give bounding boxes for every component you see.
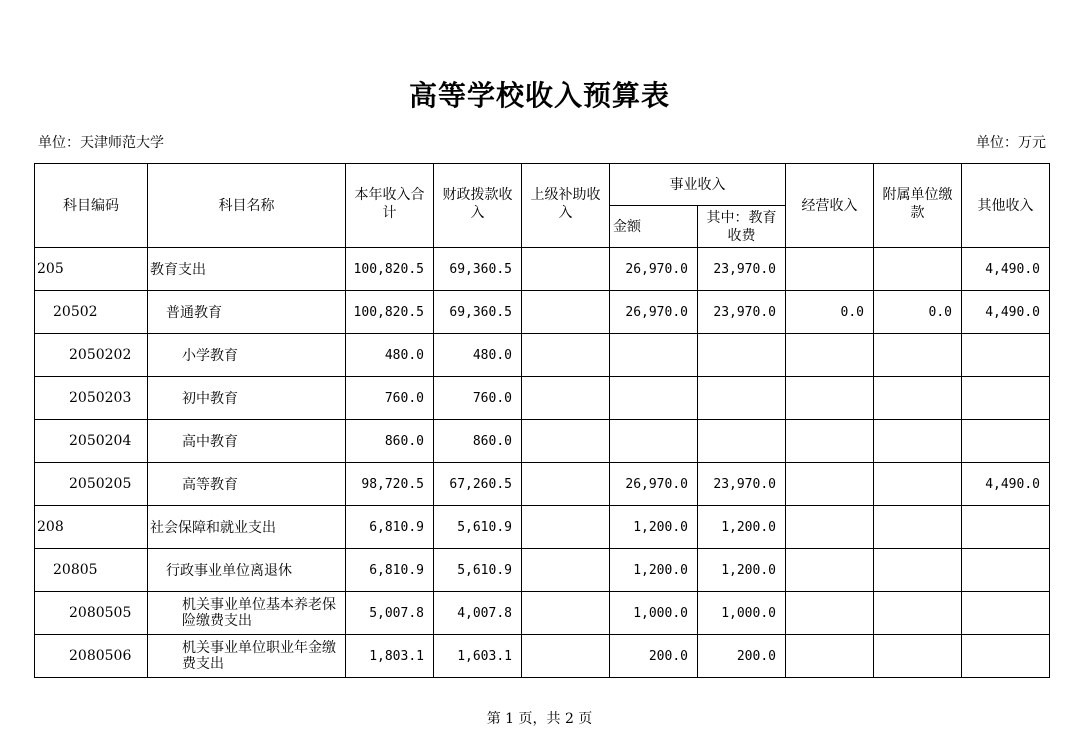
cell-operating: 0.0 bbox=[786, 291, 874, 334]
cell-superior bbox=[522, 635, 610, 678]
header-fiscal-text: 财政拨款收入 bbox=[442, 187, 513, 221]
cell-total: 860.0 bbox=[346, 420, 434, 463]
cell-total: 6,810.9 bbox=[346, 506, 434, 549]
cell-superior bbox=[522, 334, 610, 377]
cell-other bbox=[962, 592, 1050, 635]
cell-name: 高中教育 bbox=[148, 420, 346, 463]
cell-superior bbox=[522, 420, 610, 463]
cell-total: 1,803.1 bbox=[346, 635, 434, 678]
cell-amount bbox=[610, 334, 698, 377]
cell-edu-fee: 200.0 bbox=[698, 635, 786, 678]
cell-superior bbox=[522, 506, 610, 549]
table-row bbox=[35, 549, 1050, 592]
cell-name: 行政事业单位离退休 bbox=[148, 549, 346, 592]
cell-name: 教育支出 bbox=[148, 248, 346, 291]
cell-other bbox=[962, 377, 1050, 420]
cell-fiscal: 5,610.9 bbox=[434, 506, 522, 549]
header-operating: 经营收入 bbox=[786, 164, 874, 248]
page-footer: 第 1 页，共 2 页 bbox=[486, 711, 593, 727]
cell-name: 机关事业单位职业年金缴费支出 bbox=[148, 635, 346, 678]
cell-amount bbox=[610, 420, 698, 463]
cell-fiscal: 860.0 bbox=[434, 420, 522, 463]
table-row bbox=[35, 291, 1050, 334]
page-title: 高等学校收入预算表 bbox=[408, 79, 670, 112]
cell-amount: 1,200.0 bbox=[610, 506, 698, 549]
cell-total: 480.0 bbox=[346, 334, 434, 377]
cell-operating bbox=[786, 463, 874, 506]
header-name: 科目名称 bbox=[148, 164, 346, 248]
cell-name: 小学教育 bbox=[148, 334, 346, 377]
cell-superior bbox=[522, 592, 610, 635]
table-row bbox=[35, 248, 1050, 291]
cell-code: 20805 bbox=[35, 549, 148, 592]
cell-fiscal: 480.0 bbox=[434, 334, 522, 377]
cell-operating bbox=[786, 506, 874, 549]
cell-other bbox=[962, 334, 1050, 377]
cell-total: 100,820.5 bbox=[346, 291, 434, 334]
table-row bbox=[35, 420, 1050, 463]
header-edu-fee bbox=[698, 206, 786, 248]
cell-edu-fee: 1,000.0 bbox=[698, 592, 786, 635]
header-affiliated-text: 附属单位缴款 bbox=[882, 187, 953, 221]
cell-code: 208 bbox=[35, 506, 148, 549]
cell-code: 2050202 bbox=[35, 334, 148, 377]
cell-edu-fee: 1,200.0 bbox=[698, 549, 786, 592]
cell-amount: 26,970.0 bbox=[610, 463, 698, 506]
cell-affiliated bbox=[874, 420, 962, 463]
cell-fiscal: 67,260.5 bbox=[434, 463, 522, 506]
cell-other bbox=[962, 506, 1050, 549]
table-row bbox=[35, 592, 1050, 635]
cell-operating bbox=[786, 420, 874, 463]
header-total bbox=[346, 164, 434, 248]
cell-operating bbox=[786, 635, 874, 678]
header-fiscal bbox=[434, 164, 522, 248]
cell-operating bbox=[786, 549, 874, 592]
table-row bbox=[35, 506, 1050, 549]
cell-edu-fee: 23,970.0 bbox=[698, 291, 786, 334]
cell-affiliated bbox=[874, 549, 962, 592]
cell-amount: 1,000.0 bbox=[610, 592, 698, 635]
header-affiliated bbox=[874, 164, 962, 248]
cell-edu-fee bbox=[698, 377, 786, 420]
cell-name: 机关事业单位基本养老保险缴费支出 bbox=[148, 592, 346, 635]
budget-table bbox=[34, 163, 1050, 678]
cell-operating bbox=[786, 248, 874, 291]
table-row bbox=[35, 377, 1050, 420]
cell-affiliated bbox=[874, 592, 962, 635]
cell-operating bbox=[786, 334, 874, 377]
cell-code: 2080506 bbox=[35, 635, 148, 678]
cell-superior bbox=[522, 463, 610, 506]
cell-affiliated bbox=[874, 635, 962, 678]
cell-code: 2050203 bbox=[35, 377, 148, 420]
cell-code: 2050205 bbox=[35, 463, 148, 506]
cell-amount bbox=[610, 377, 698, 420]
header-business-income: 事业收入 bbox=[610, 164, 786, 206]
table-row bbox=[35, 463, 1050, 506]
cell-name: 初中教育 bbox=[148, 377, 346, 420]
header-other: 其他收入 bbox=[962, 164, 1050, 248]
cell-total: 760.0 bbox=[346, 377, 434, 420]
cell-superior bbox=[522, 549, 610, 592]
cell-superior bbox=[522, 291, 610, 334]
cell-fiscal: 5,610.9 bbox=[434, 549, 522, 592]
cell-other bbox=[962, 420, 1050, 463]
cell-edu-fee: 23,970.0 bbox=[698, 248, 786, 291]
cell-total: 6,810.9 bbox=[346, 549, 434, 592]
cell-fiscal: 4,007.8 bbox=[434, 592, 522, 635]
cell-code: 2050204 bbox=[35, 420, 148, 463]
cell-amount: 26,970.0 bbox=[610, 248, 698, 291]
table-body bbox=[35, 248, 1050, 678]
cell-name: 社会保障和就业支出 bbox=[148, 506, 346, 549]
header-superior-text: 上级补助收入 bbox=[530, 187, 601, 221]
cell-other bbox=[962, 635, 1050, 678]
header-total-text: 本年收入合计 bbox=[354, 187, 425, 221]
cell-other: 4,490.0 bbox=[962, 248, 1050, 291]
cell-edu-fee bbox=[698, 334, 786, 377]
cell-fiscal: 1,603.1 bbox=[434, 635, 522, 678]
cell-code: 205 bbox=[35, 248, 148, 291]
cell-superior bbox=[522, 377, 610, 420]
cell-edu-fee bbox=[698, 420, 786, 463]
table-row bbox=[35, 334, 1050, 377]
header-superior bbox=[522, 164, 610, 248]
cell-affiliated bbox=[874, 248, 962, 291]
cell-total: 5,007.8 bbox=[346, 592, 434, 635]
unit-currency: 单位：万元 bbox=[976, 135, 1046, 151]
cell-total: 98,720.5 bbox=[346, 463, 434, 506]
cell-amount: 1,200.0 bbox=[610, 549, 698, 592]
cell-affiliated bbox=[874, 463, 962, 506]
unit-organization: 单位：天津师范大学 bbox=[38, 135, 164, 151]
header-code: 科目编码 bbox=[35, 164, 148, 248]
cell-fiscal: 69,360.5 bbox=[434, 248, 522, 291]
header-amount: 金额 bbox=[610, 206, 698, 248]
cell-operating bbox=[786, 377, 874, 420]
cell-amount: 26,970.0 bbox=[610, 291, 698, 334]
table-row bbox=[35, 635, 1050, 678]
cell-code: 2080505 bbox=[35, 592, 148, 635]
cell-other: 4,490.0 bbox=[962, 291, 1050, 334]
header-edu-fee-text: 其中：教育收费 bbox=[706, 209, 777, 244]
cell-total: 100,820.5 bbox=[346, 248, 434, 291]
cell-amount: 200.0 bbox=[610, 635, 698, 678]
cell-edu-fee: 1,200.0 bbox=[698, 506, 786, 549]
cell-fiscal: 760.0 bbox=[434, 377, 522, 420]
cell-affiliated bbox=[874, 334, 962, 377]
cell-edu-fee: 23,970.0 bbox=[698, 463, 786, 506]
cell-affiliated bbox=[874, 506, 962, 549]
cell-code: 20502 bbox=[35, 291, 148, 334]
table-header bbox=[35, 164, 1050, 248]
cell-name: 普通教育 bbox=[148, 291, 346, 334]
cell-superior bbox=[522, 248, 610, 291]
cell-name: 高等教育 bbox=[148, 463, 346, 506]
cell-affiliated: 0.0 bbox=[874, 291, 962, 334]
cell-affiliated bbox=[874, 377, 962, 420]
cell-other: 4,490.0 bbox=[962, 463, 1050, 506]
cell-other bbox=[962, 549, 1050, 592]
cell-fiscal: 69,360.5 bbox=[434, 291, 522, 334]
cell-operating bbox=[786, 592, 874, 635]
